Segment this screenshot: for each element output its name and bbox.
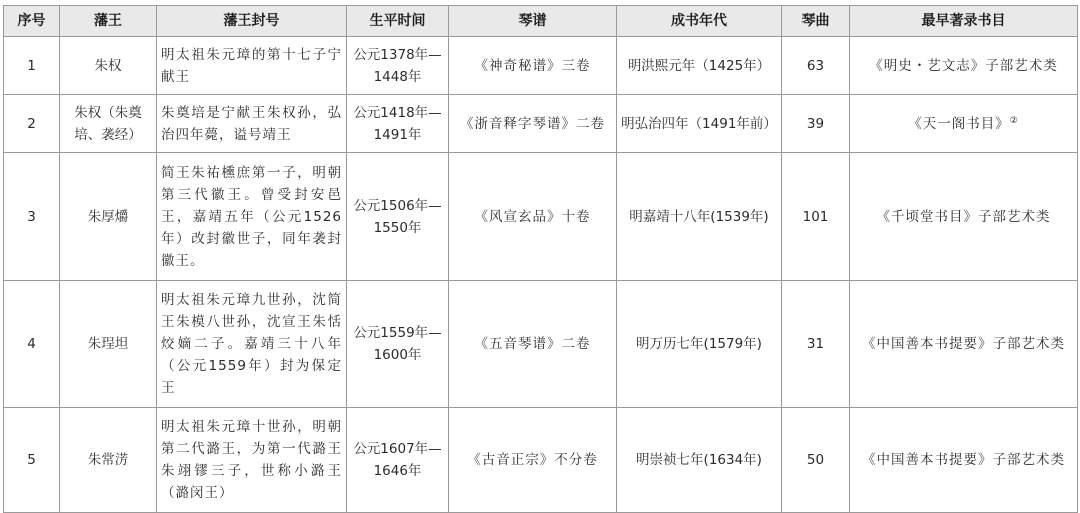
cell-lifespan: 公元1418年—1491年 [347,95,449,153]
cell-lifespan: 公元1559年—1600年 [347,281,449,408]
cell-date: 明嘉靖十八年(1539年) [617,153,782,281]
cell-title: 明太祖朱元璋十世孙，明朝第二代潞王，为第一代潞王朱翊镠三子，世称小潞王（潞闵王） [157,408,347,513]
catalog-text: 《千顷堂书目》子部艺术类 [876,208,1051,225]
cell-score: 《浙音释字琴谱》二卷 [449,95,617,153]
cell-pieces: 50 [782,408,850,513]
cell-lifespan: 公元1506年—1550年 [347,153,449,281]
header-score: 琴谱 [449,6,617,37]
cell-date: 明弘治四年（1491年前） [617,95,782,153]
cell-title: 朱奠培是宁献王朱权孙，弘治四年薨，谥号靖王 [157,95,347,153]
cell-index: 5 [4,408,60,513]
table-row [4,95,1078,153]
header-title: 藩王封号 [157,6,347,37]
catalog-text: 《中国善本书提要》子部艺术类 [862,336,1065,352]
catalog-text: 《天一阁书目》 [908,115,1010,132]
cell-score: 《风宣玄品》十卷 [449,153,617,281]
cell-prince: 朱权 [60,37,157,95]
cell-lifespan: 公元1607年—1646年 [347,408,449,513]
table-row [4,281,1078,408]
table-container [3,5,1077,500]
cell-catalog [850,408,1078,513]
cell-title: 简王朱祐櫄庶第一子，明朝第三代徽王。曾受封安邑王，嘉靖五年（公元1526年）改封徽世子，同年袭封徽王。 [157,153,347,281]
catalog-text: 《明史・艺文志》子部艺术类 [869,57,1058,74]
qin-score-table [3,5,1078,513]
catalog-text: 《中国善本书提要》子部艺术类 [862,452,1065,468]
cell-date: 明崇祯七年(1634年) [617,408,782,513]
table-row [4,153,1078,281]
cell-lifespan: 公元1378年—1448年 [347,37,449,95]
cell-title: 明太祖朱元璋九世孙，沈简王朱模八世孙，沈宣王朱恬烄嫡二子。嘉靖三十八年（公元1559年）封为保定王 [157,281,347,408]
cell-score: 《古音正宗》不分卷 [449,408,617,513]
cell-index: 2 [4,95,60,153]
cell-score: 《神奇秘谱》三卷 [449,37,617,95]
header-lifespan: 生平时间 [347,6,449,37]
cell-prince: 朱珵坦 [60,281,157,408]
cell-catalog [850,153,1078,281]
cell-index: 3 [4,153,60,281]
cell-catalog [850,95,1078,153]
cell-pieces: 39 [782,95,850,153]
header-date: 成书年代 [617,6,782,37]
cell-date: 明万历七年(1579年) [617,281,782,408]
cell-prince: 朱常淓 [60,408,157,513]
footnote-mark: ② [1009,115,1019,126]
cell-index: 4 [4,281,60,408]
cell-prince: 朱权（朱奠培、袭经） [60,95,157,153]
table-row [4,37,1078,95]
header-catalog: 最早著录书目 [850,6,1078,37]
header-pieces: 琴曲 [782,6,850,37]
cell-date: 明洪熙元年（1425年） [617,37,782,95]
cell-catalog [850,281,1078,408]
header-row [4,6,1078,37]
header-index: 序号 [4,6,60,37]
cell-title: 明太祖朱元璋的第十七子宁献王 [157,37,347,95]
cell-pieces: 31 [782,281,850,408]
cell-prince: 朱厚爝 [60,153,157,281]
header-prince: 藩王 [60,6,157,37]
cell-catalog [850,37,1078,95]
cell-score: 《五音琴谱》二卷 [449,281,617,408]
cell-index: 1 [4,37,60,95]
cell-pieces: 101 [782,153,850,281]
cell-pieces: 63 [782,37,850,95]
table-row [4,408,1078,513]
